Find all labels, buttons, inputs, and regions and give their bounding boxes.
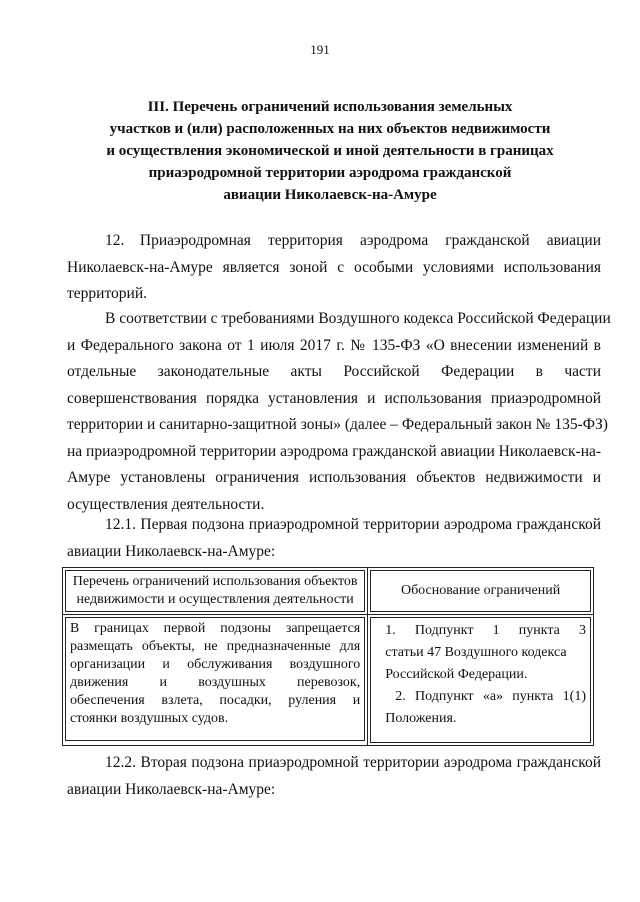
table-header-restrictions — [63, 568, 368, 615]
cell-line: организации и обслуживания воздушного — [70, 657, 361, 672]
text-line: совершенствования порядка установления и использования приаэродромной — [67, 389, 601, 407]
text-line: 12.2. Вторая подзона приаэродромной территории аэродрома гражданской — [105, 754, 601, 771]
text-line: отдельные законодательные акты Российской Федерации в части — [67, 363, 601, 380]
section-title-line: авиации Николаевск-на-Амуре — [223, 187, 437, 203]
header-justification-label: Обоснование ограничений — [370, 570, 591, 612]
cell-line: статьи 47 Воздушного кодекса — [385, 645, 567, 660]
cell-line: стоянки воздушных судов. — [70, 711, 229, 726]
paragraph-law-reference — [67, 306, 611, 518]
header-line: Перечень ограничений использования объектов — [72, 574, 358, 589]
section-title-line: приаэродромной территории аэродрома гражданской — [148, 165, 512, 181]
section-title-line: III. Перечень ограничений использования земельных — [147, 99, 513, 115]
table-header-row — [63, 568, 594, 615]
text-line: территории и санитарно-защитной зоны» (далее – Федеральный закон № 135-ФЗ) — [67, 416, 608, 433]
cell-line: 2. Подпункт «а» пункта 1(1) — [395, 689, 586, 704]
table-header-justification — [368, 568, 594, 615]
paragraph-12-1 — [67, 512, 601, 565]
text-line: авиации Николаевск-на-Амуре: — [67, 542, 276, 560]
cell-line: движения и воздушных перевозок, — [70, 675, 361, 690]
text-line: на приаэродромной территории аэродрома гражданской авиации Николаевск-на- — [67, 442, 602, 460]
table-cell-restriction — [63, 615, 368, 746]
cell-line: обеспечения взлета, посадки, руления и — [70, 693, 361, 708]
section-title — [90, 96, 570, 206]
cell-line: размещать объекты, не предназначенные для — [70, 639, 361, 654]
text-line: и Федерального закона от 1 июля 2017 г. № 135-ФЗ «О внесении изменений в — [67, 336, 601, 354]
section-title-line: и осуществления экономической и иной деятельности в границах — [106, 143, 554, 159]
text-line: Николаевск-на-Амуре является зоной с особыми условиями использования — [67, 258, 601, 276]
text-line: В соответствии с требованиями Воздушного кодекса Российской Федерации — [105, 310, 611, 327]
paragraph-12-2 — [67, 750, 601, 803]
cell-line: 1. Подпункт 1 пункта 3 — [385, 623, 586, 638]
text-line: 12.1. Первая подзона приаэродромной территории аэродрома гражданской — [105, 516, 601, 533]
text-line: территорий. — [67, 285, 147, 302]
text-line: осуществления деятельности. — [67, 495, 265, 513]
section-title-line: участков и (или) расположенных на них объектов недвижимости — [109, 121, 551, 137]
restrictions-table — [62, 567, 594, 746]
page-number: 191 — [310, 42, 330, 57]
cell-line: Российской Федерации. — [385, 667, 528, 682]
cell-line: В границах первой подзоны запрещается — [70, 621, 361, 636]
text-line: авиации Николаевск-на-Амуре: — [67, 780, 276, 798]
text-line: Амуре установлены ограничения использования объектов недвижимости и — [67, 469, 601, 486]
header-line: недвижимости и осуществления деятельности — [76, 592, 354, 607]
cell-line: Положения. — [385, 711, 457, 726]
paragraph-12 — [67, 228, 601, 308]
table-cell-justification — [368, 615, 594, 746]
table-row — [63, 615, 594, 746]
text-line: 12. Приаэродромная территория аэродрома гражданской авиации — [105, 232, 601, 249]
